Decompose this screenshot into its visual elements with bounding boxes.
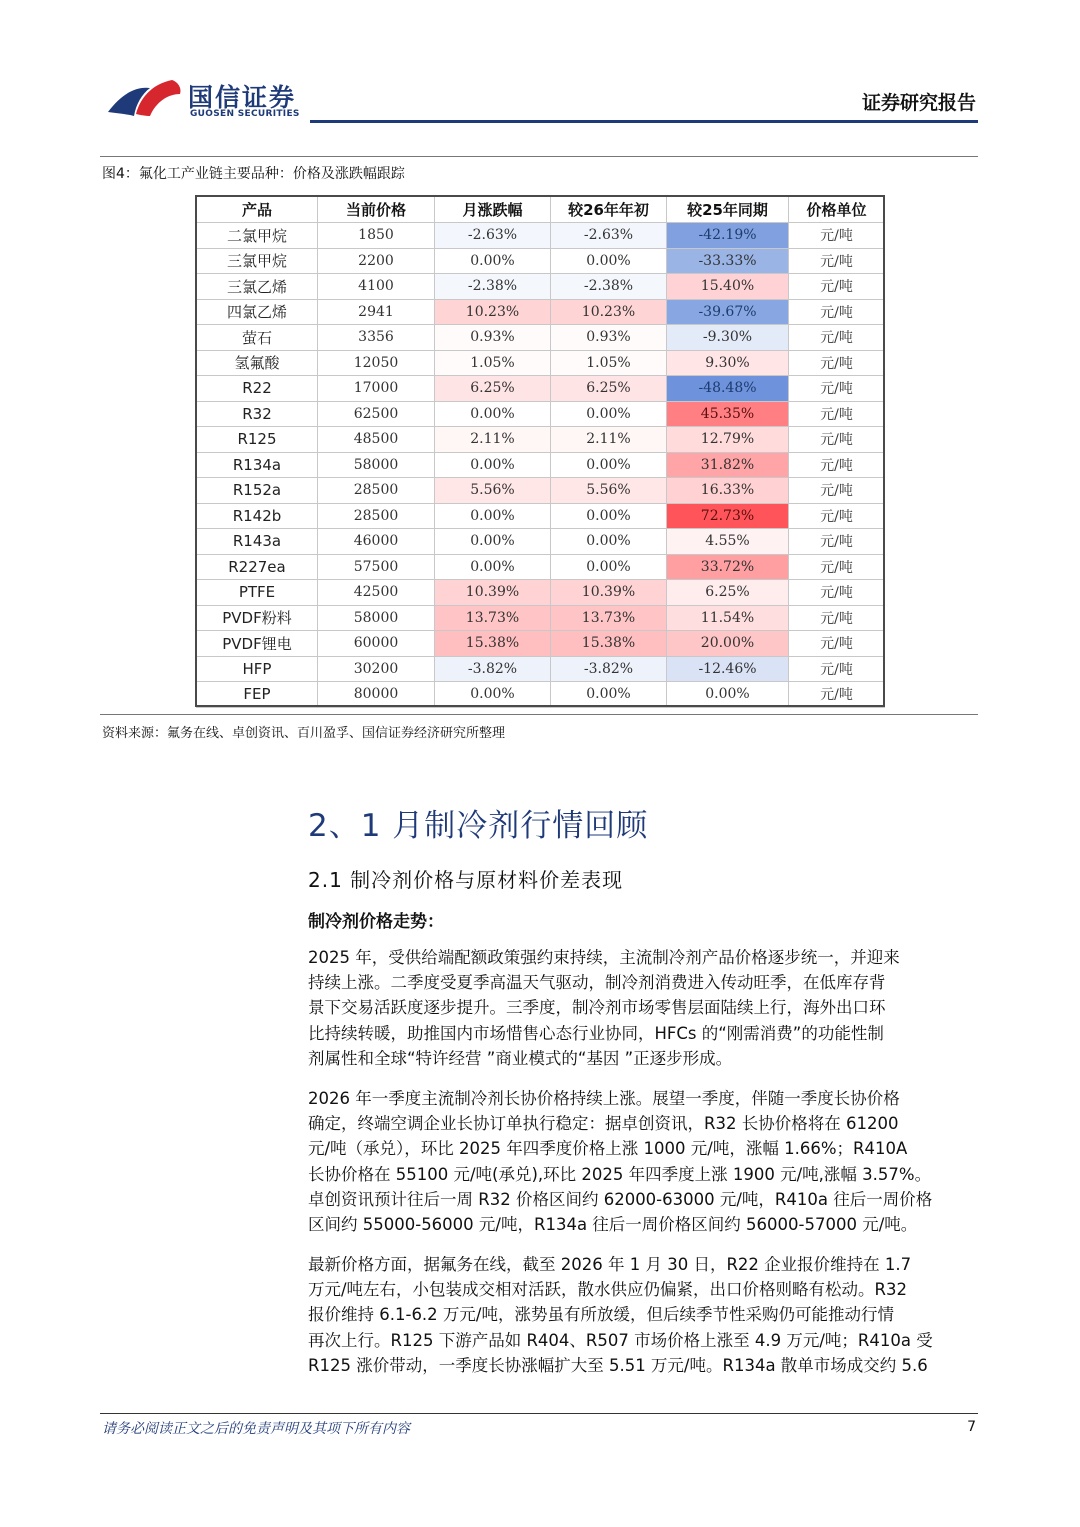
yoy-change-cell: -33.33% bbox=[667, 248, 789, 274]
unit-cell: 元/吨 bbox=[789, 631, 885, 657]
yoy-change-cell: -42.19% bbox=[667, 223, 789, 249]
paragraph-line: 万元/吨左右，小包装成交相对活跃，散水供应仍偏紧，出口价格则略有松动。R32 bbox=[308, 1280, 908, 1300]
mom-change-cell: -3.82% bbox=[435, 656, 551, 682]
paragraph-1 bbox=[308, 945, 978, 1071]
price-cell: 4100 bbox=[318, 274, 435, 300]
paragraph-line: 2025 年，受供给端配额政策强约束持续，主流制冷剂产品价格逐步统一，并迎来 bbox=[308, 948, 900, 967]
mom-change-cell: 15.38% bbox=[435, 631, 551, 657]
table-row bbox=[197, 350, 885, 376]
yoy-change-cell: -12.46% bbox=[667, 656, 789, 682]
mom-change-cell: 13.73% bbox=[435, 605, 551, 631]
mom-change-cell: 0.00% bbox=[435, 682, 551, 708]
report-type-title: 证券研究报告 bbox=[861, 92, 976, 114]
footer-disclaimer: 请务必阅读正文之后的免责声明及其项下所有内容 bbox=[102, 1421, 410, 1437]
unit-cell: 元/吨 bbox=[789, 325, 885, 351]
mom-change-cell: 0.00% bbox=[435, 248, 551, 274]
guosen-logo bbox=[106, 76, 300, 122]
yoy-change-cell: 33.72% bbox=[667, 554, 789, 580]
mom-change-cell: 0.00% bbox=[435, 554, 551, 580]
column-header: 较26年年初 bbox=[551, 197, 667, 223]
ytd-change-cell: -3.82% bbox=[551, 656, 667, 682]
page-number: 7 bbox=[967, 1419, 976, 1435]
yoy-change-cell: 9.30% bbox=[667, 350, 789, 376]
paragraph-3 bbox=[308, 1252, 978, 1378]
table-row bbox=[197, 376, 885, 402]
unit-cell: 元/吨 bbox=[789, 605, 885, 631]
unit-cell: 元/吨 bbox=[789, 503, 885, 529]
yoy-change-cell: 6.25% bbox=[667, 580, 789, 606]
yoy-change-cell: -9.30% bbox=[667, 325, 789, 351]
table-row bbox=[197, 427, 885, 453]
ytd-change-cell: 0.00% bbox=[551, 248, 667, 274]
unit-cell: 元/吨 bbox=[789, 248, 885, 274]
price-cell: 2941 bbox=[318, 299, 435, 325]
column-header: 产品 bbox=[197, 197, 318, 223]
product-cell: R125 bbox=[197, 427, 318, 453]
product-cell: 四氯乙烯 bbox=[197, 299, 318, 325]
table-row bbox=[197, 299, 885, 325]
mom-change-cell: 2.11% bbox=[435, 427, 551, 453]
price-cell: 1850 bbox=[318, 223, 435, 249]
price-cell: 17000 bbox=[318, 376, 435, 402]
price-table bbox=[196, 196, 885, 708]
ytd-change-cell: 10.23% bbox=[551, 299, 667, 325]
paragraph-line: R125 涨价带动，一季度长协涨幅扩大至 5.51 万元/吨。R134a 散单市场成交约 5.6 bbox=[308, 1355, 928, 1375]
product-cell: R143a bbox=[197, 529, 318, 555]
mom-change-cell: 0.00% bbox=[435, 529, 551, 555]
ytd-change-cell: 0.00% bbox=[551, 452, 667, 478]
ytd-change-cell: 6.25% bbox=[551, 376, 667, 402]
product-cell: R22 bbox=[197, 376, 318, 402]
mom-change-cell: 10.23% bbox=[435, 299, 551, 325]
table-body bbox=[197, 223, 885, 708]
unit-cell: 元/吨 bbox=[789, 656, 885, 682]
price-cell: 60000 bbox=[318, 631, 435, 657]
column-header: 当前价格 bbox=[318, 197, 435, 223]
logo-en-text: GUOSEN SECURITIES bbox=[190, 109, 300, 119]
unit-cell: 元/吨 bbox=[789, 401, 885, 427]
price-cell: 28500 bbox=[318, 478, 435, 504]
paragraph-line: 再次上行。R125 下游产品如 R404、R507 市场价格上涨至 4.9 万元/吨；R410a 受 bbox=[308, 1330, 933, 1350]
ytd-change-cell: -2.63% bbox=[551, 223, 667, 249]
paragraph-line: 元/吨（承兑），环比 2025 年四季度价格上涨 1000 元/吨，涨幅 1.66%；R410A bbox=[308, 1139, 908, 1159]
price-cell: 42500 bbox=[318, 580, 435, 606]
mom-change-cell: 6.25% bbox=[435, 376, 551, 402]
ytd-change-cell: 13.73% bbox=[551, 605, 667, 631]
product-cell: 三氯乙烯 bbox=[197, 274, 318, 300]
paragraph-line: 卓创资讯预计往后一周 R32 价格区间约 62000-63000 元/吨，R410a 往后一周价格 bbox=[308, 1189, 933, 1209]
mom-change-cell: -2.63% bbox=[435, 223, 551, 249]
unit-cell: 元/吨 bbox=[789, 554, 885, 580]
paragraph-line: 最新价格方面，据氟务在线，截至 2026 年 1 月 30 日，R22 企业报价维持在 1.7 bbox=[308, 1255, 912, 1274]
ytd-change-cell: 1.05% bbox=[551, 350, 667, 376]
ytd-change-cell: -2.38% bbox=[551, 274, 667, 300]
yoy-change-cell: 15.40% bbox=[667, 274, 789, 300]
ytd-change-cell: 0.00% bbox=[551, 682, 667, 708]
table-row bbox=[197, 325, 885, 351]
mom-change-cell: 5.56% bbox=[435, 478, 551, 504]
table-header-row bbox=[197, 197, 885, 223]
product-cell: R227ea bbox=[197, 554, 318, 580]
unit-cell: 元/吨 bbox=[789, 274, 885, 300]
paragraph-line: 报价维持 6.1-6.2 万元/吨，涨势虽有所放缓，但后续季节性采购仍可能推动行情 bbox=[308, 1305, 894, 1325]
paragraph-line: 2026 年一季度主流制冷剂长协价格持续上涨。展望一季度，伴随一季度长协价格 bbox=[308, 1089, 900, 1108]
column-header: 月涨跌幅 bbox=[435, 197, 551, 223]
mom-change-cell: 0.00% bbox=[435, 401, 551, 427]
paragraph-line: 区间约 55000-56000 元/吨，R134a 往后一周价格区间约 56000-57000 元/吨。 bbox=[308, 1215, 918, 1235]
mom-change-cell: 0.93% bbox=[435, 325, 551, 351]
yoy-change-cell: 20.00% bbox=[667, 631, 789, 657]
product-cell: 三氯甲烷 bbox=[197, 248, 318, 274]
figure-bottom-rule bbox=[100, 714, 978, 715]
yoy-change-cell: 4.55% bbox=[667, 529, 789, 555]
yoy-change-cell: 31.82% bbox=[667, 452, 789, 478]
table-row bbox=[197, 631, 885, 657]
table-row bbox=[197, 529, 885, 555]
unit-cell: 元/吨 bbox=[789, 682, 885, 708]
ytd-change-cell: 0.00% bbox=[551, 503, 667, 529]
paragraph-heading: 制冷剂价格走势： bbox=[308, 912, 444, 932]
figure-title: 图4：氟化工产业链主要品种：价格及涨跌幅跟踪 bbox=[102, 166, 405, 182]
product-cell: R152a bbox=[197, 478, 318, 504]
unit-cell: 元/吨 bbox=[789, 299, 885, 325]
price-cell: 62500 bbox=[318, 401, 435, 427]
unit-cell: 元/吨 bbox=[789, 427, 885, 453]
unit-cell: 元/吨 bbox=[789, 529, 885, 555]
table-row bbox=[197, 503, 885, 529]
ytd-change-cell: 0.93% bbox=[551, 325, 667, 351]
price-cell: 48500 bbox=[318, 427, 435, 453]
subsection-heading: 2.1 制冷剂价格与原材料价差表现 bbox=[308, 868, 624, 892]
ytd-change-cell: 0.00% bbox=[551, 554, 667, 580]
mom-change-cell: 1.05% bbox=[435, 350, 551, 376]
paragraph-line: 景下交易活跃度逐步提升。三季度，制冷剂市场零售层面陆续上行，海外出口环 bbox=[308, 998, 886, 1018]
ytd-change-cell: 0.00% bbox=[551, 529, 667, 555]
price-cell: 58000 bbox=[318, 605, 435, 631]
column-header: 价格单位 bbox=[789, 197, 885, 223]
figure-top-rule bbox=[100, 156, 978, 157]
price-cell: 80000 bbox=[318, 682, 435, 708]
section-heading: 2、1 月制冷剂行情回顾 bbox=[308, 808, 649, 844]
yoy-change-cell: 16.33% bbox=[667, 478, 789, 504]
mom-change-cell: 0.00% bbox=[435, 452, 551, 478]
product-cell: FEP bbox=[197, 682, 318, 708]
unit-cell: 元/吨 bbox=[789, 223, 885, 249]
header-divider bbox=[310, 120, 978, 123]
product-cell: PTFE bbox=[197, 580, 318, 606]
table-row bbox=[197, 274, 885, 300]
logo-cn-text: 国信证券 bbox=[188, 83, 297, 112]
table-row bbox=[197, 401, 885, 427]
paragraph-line: 持续上涨。二季度受夏季高温天气驱动，制冷剂消费进入传动旺季，在低库存背 bbox=[308, 973, 886, 993]
unit-cell: 元/吨 bbox=[789, 452, 885, 478]
paragraph-line: 剂属性和全球“特许经营 ”商业模式的“基因 ”正逐步形成。 bbox=[308, 1048, 733, 1068]
ytd-change-cell: 15.38% bbox=[551, 631, 667, 657]
table-row bbox=[197, 605, 885, 631]
yoy-change-cell: 45.35% bbox=[667, 401, 789, 427]
paragraph-2 bbox=[308, 1086, 978, 1237]
unit-cell: 元/吨 bbox=[789, 580, 885, 606]
product-cell: 氢氟酸 bbox=[197, 350, 318, 376]
price-cell: 30200 bbox=[318, 656, 435, 682]
table-row bbox=[197, 223, 885, 249]
paragraph-line: 长协价格在 55100 元/吨(承兑),环比 2025 年四季度上涨 1900 元/吨,涨幅 3.57%。 bbox=[308, 1164, 932, 1184]
guosen-logo-icon bbox=[106, 76, 186, 122]
table-row bbox=[197, 478, 885, 504]
price-cell: 58000 bbox=[318, 452, 435, 478]
mom-change-cell: -2.38% bbox=[435, 274, 551, 300]
paragraph-line: 确定，终端空调企业长协订单执行稳定：据卓创资讯，R32 长协价格将在 61200 bbox=[308, 1114, 899, 1134]
price-cell: 28500 bbox=[318, 503, 435, 529]
table-row bbox=[197, 452, 885, 478]
yoy-change-cell: 11.54% bbox=[667, 605, 789, 631]
column-header: 较25年同期 bbox=[667, 197, 789, 223]
yoy-change-cell: -48.48% bbox=[667, 376, 789, 402]
product-cell: 二氯甲烷 bbox=[197, 223, 318, 249]
product-cell: HFP bbox=[197, 656, 318, 682]
price-cell: 57500 bbox=[318, 554, 435, 580]
product-cell: R32 bbox=[197, 401, 318, 427]
product-cell: R134a bbox=[197, 452, 318, 478]
unit-cell: 元/吨 bbox=[789, 478, 885, 504]
price-cell: 3356 bbox=[318, 325, 435, 351]
price-cell: 2200 bbox=[318, 248, 435, 274]
table-row bbox=[197, 580, 885, 606]
mom-change-cell: 10.39% bbox=[435, 580, 551, 606]
table-row bbox=[197, 248, 885, 274]
mom-change-cell: 0.00% bbox=[435, 503, 551, 529]
price-cell: 12050 bbox=[318, 350, 435, 376]
ytd-change-cell: 0.00% bbox=[551, 401, 667, 427]
figure-source: 资料来源：氟务在线、卓创资讯、百川盈孚、国信证券经济研究所整理 bbox=[102, 726, 506, 741]
ytd-change-cell: 2.11% bbox=[551, 427, 667, 453]
yoy-change-cell: -39.67% bbox=[667, 299, 789, 325]
price-cell: 46000 bbox=[318, 529, 435, 555]
product-cell: PVDF锂电 bbox=[197, 631, 318, 657]
paragraph-line: 比持续转暖，助推国内市场惜售心态行业协同，HFCs 的“刚需消费”的功能性制 bbox=[308, 1023, 884, 1043]
product-cell: PVDF粉料 bbox=[197, 605, 318, 631]
yoy-change-cell: 12.79% bbox=[667, 427, 789, 453]
unit-cell: 元/吨 bbox=[789, 376, 885, 402]
footer-divider bbox=[100, 1413, 978, 1414]
unit-cell: 元/吨 bbox=[789, 350, 885, 376]
product-cell: 萤石 bbox=[197, 325, 318, 351]
table-row bbox=[197, 656, 885, 682]
table-row bbox=[197, 682, 885, 708]
product-cell: R142b bbox=[197, 503, 318, 529]
yoy-change-cell: 72.73% bbox=[667, 503, 789, 529]
table-row bbox=[197, 554, 885, 580]
ytd-change-cell: 10.39% bbox=[551, 580, 667, 606]
yoy-change-cell: 0.00% bbox=[667, 682, 789, 708]
ytd-change-cell: 5.56% bbox=[551, 478, 667, 504]
